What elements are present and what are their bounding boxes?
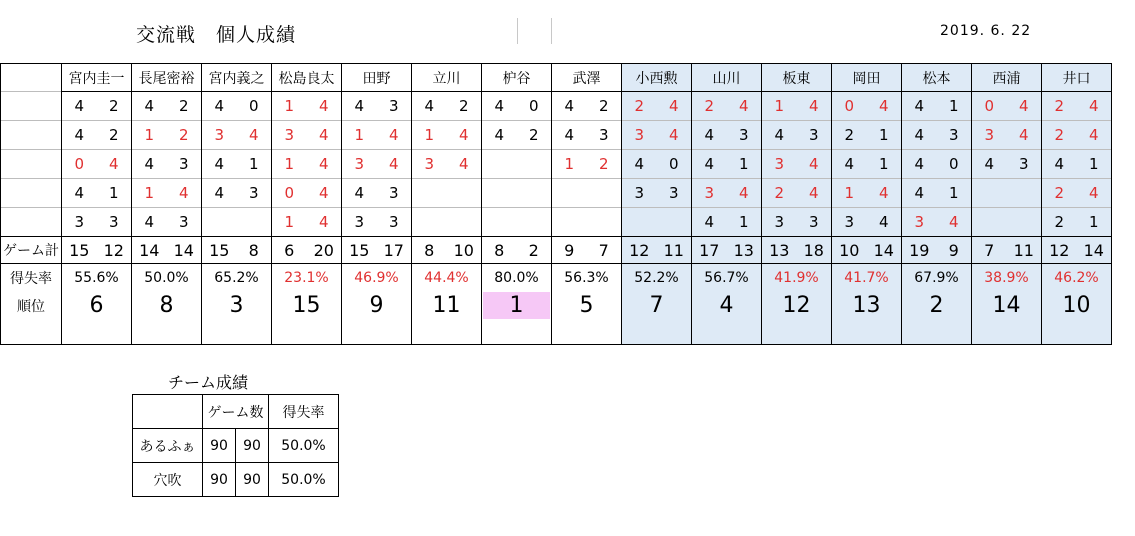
score-lost: 1: [727, 208, 762, 237]
score-won: 3: [202, 121, 237, 150]
total-lost: 20: [307, 237, 342, 264]
score-lost: 4: [1007, 121, 1042, 150]
score-won: [482, 208, 517, 237]
blank-cell: [762, 320, 832, 345]
score-lost: 4: [937, 208, 972, 237]
score-lost: [587, 179, 622, 208]
score-lost: 3: [797, 208, 832, 237]
score-lost: 3: [657, 179, 692, 208]
total-won: 8: [412, 237, 447, 264]
score-won: 4: [132, 208, 167, 237]
score-won: 3: [342, 150, 377, 179]
player-rank: [1042, 291, 1112, 320]
score-lost: 3: [377, 179, 412, 208]
score-lost: 0: [237, 92, 272, 121]
score-lost: 4: [797, 150, 832, 179]
game-score-row: [1, 150, 1112, 179]
player-name: 山川: [692, 64, 762, 92]
player-rank-value: 4: [719, 293, 734, 318]
score-won: [482, 150, 517, 179]
page-title: 交流戦 個人成績: [136, 24, 297, 46]
corner-cell: [1, 64, 62, 92]
total-lost: 9: [937, 237, 972, 264]
score-lost: [517, 208, 552, 237]
player-rank: [132, 291, 202, 320]
score-won: 0: [832, 92, 867, 121]
score-won: 4: [482, 121, 517, 150]
player-rank-value: 2: [929, 293, 944, 318]
rate-label: 得失率: [1, 264, 62, 292]
score-won: 4: [482, 92, 517, 121]
player-rank: [482, 291, 552, 320]
blank-cell: [62, 320, 132, 345]
player-name: 板東: [762, 64, 832, 92]
player-rank-value: 8: [159, 293, 174, 318]
team-name: あるふぁ: [133, 429, 203, 463]
player-rate: 67.9%: [902, 264, 972, 292]
score-lost: [1007, 208, 1042, 237]
score-lost: 4: [867, 179, 902, 208]
player-rate: 41.7%: [832, 264, 902, 292]
score-lost: 2: [97, 92, 132, 121]
row-label-empty: [1, 179, 62, 208]
score-lost: [447, 208, 482, 237]
player-rank: [62, 291, 132, 320]
score-lost: 4: [307, 121, 342, 150]
score-lost: 1: [237, 150, 272, 179]
score-won: 4: [202, 179, 237, 208]
score-lost: 4: [1077, 121, 1112, 150]
player-rank: [692, 291, 762, 320]
player-name: 武澤: [552, 64, 622, 92]
blank-cell: [132, 320, 202, 345]
score-won: 2: [692, 92, 727, 121]
score-won: 3: [832, 208, 867, 237]
player-name: 松島良太: [272, 64, 342, 92]
score-won: 1: [762, 92, 797, 121]
total-won: 7: [972, 237, 1007, 264]
score-won: 4: [202, 92, 237, 121]
total-won: 6: [272, 237, 307, 264]
score-won: 4: [1042, 150, 1077, 179]
score-lost: 4: [377, 150, 412, 179]
score-won: 3: [62, 208, 97, 237]
player-rank-value: 9: [369, 293, 384, 318]
score-won: 4: [62, 92, 97, 121]
score-won: 1: [272, 92, 307, 121]
score-won: 4: [342, 179, 377, 208]
score-lost: 2: [447, 92, 482, 121]
blank-cell: [692, 320, 762, 345]
row-label-empty: [1, 121, 62, 150]
score-won: 4: [342, 92, 377, 121]
player-rank: [622, 291, 692, 320]
row-label-empty: [1, 208, 62, 237]
player-rate: 52.2%: [622, 264, 692, 292]
score-won: [482, 179, 517, 208]
score-lost: 0: [937, 150, 972, 179]
player-rate: 38.9%: [972, 264, 1042, 292]
score-won: 4: [832, 150, 867, 179]
total-won: 8: [482, 237, 517, 264]
score-lost: 3: [1007, 150, 1042, 179]
total-lost: 11: [657, 237, 692, 264]
score-won: 2: [1042, 179, 1077, 208]
player-rate: 56.3%: [552, 264, 622, 292]
team-results-table: [132, 394, 339, 497]
player-rank: [342, 291, 412, 320]
team-rate: 50.0%: [269, 463, 339, 497]
score-lost: 4: [727, 92, 762, 121]
total-lost: 2: [517, 237, 552, 264]
blank-cell: [622, 320, 692, 345]
game-score-row: [1, 208, 1112, 237]
team-header-row: [133, 395, 339, 429]
score-lost: 1: [937, 179, 972, 208]
score-won: 4: [692, 208, 727, 237]
player-name: 小西勲: [622, 64, 692, 92]
score-won: 2: [1042, 121, 1077, 150]
blank-cell: [412, 320, 482, 345]
score-lost: 0: [657, 150, 692, 179]
total-lost: 17: [377, 237, 412, 264]
score-won: 2: [1042, 92, 1077, 121]
player-rank: [902, 291, 972, 320]
total-won: 17: [692, 237, 727, 264]
blank-cell: [902, 320, 972, 345]
blank-cell: [1, 320, 62, 345]
team-name: 穴吹: [133, 463, 203, 497]
total-won: 15: [202, 237, 237, 264]
player-rank: [552, 291, 622, 320]
score-won: 2: [832, 121, 867, 150]
score-won: 2: [1042, 208, 1077, 237]
game-total-row: [1, 237, 1112, 264]
player-rate: 65.2%: [202, 264, 272, 292]
score-lost: 0: [517, 92, 552, 121]
score-lost: 2: [587, 92, 622, 121]
player-rank-value: 14: [992, 293, 1021, 318]
score-won: [412, 179, 447, 208]
score-lost: 2: [167, 121, 202, 150]
score-won: 4: [552, 92, 587, 121]
player-rank-value: 7: [649, 293, 664, 318]
player-rank: [832, 291, 902, 320]
player-rank-value: 15: [292, 293, 321, 318]
total-won: 15: [342, 237, 377, 264]
header-divider: [551, 18, 552, 44]
player-rate: 55.6%: [62, 264, 132, 292]
total-lost: 10: [447, 237, 482, 264]
team-games-won: 90: [203, 463, 236, 497]
score-lost: 2: [167, 92, 202, 121]
player-rank-value: 11: [432, 293, 461, 318]
player-rate: 41.9%: [762, 264, 832, 292]
player-name: 宮内圭一: [62, 64, 132, 92]
total-won: 15: [62, 237, 97, 264]
score-won: 4: [762, 121, 797, 150]
score-won: 4: [692, 121, 727, 150]
score-lost: 1: [867, 121, 902, 150]
score-lost: 4: [1007, 92, 1042, 121]
total-won: 12: [1042, 237, 1077, 264]
player-rank: [762, 291, 832, 320]
score-lost: 4: [237, 121, 272, 150]
score-lost: 1: [1077, 208, 1112, 237]
score-won: 1: [342, 121, 377, 150]
score-lost: 4: [867, 92, 902, 121]
score-won: 4: [902, 92, 937, 121]
score-lost: 4: [377, 121, 412, 150]
score-won: [412, 208, 447, 237]
score-lost: 4: [1077, 92, 1112, 121]
score-lost: 4: [447, 121, 482, 150]
score-lost: 4: [307, 92, 342, 121]
player-rank: [272, 291, 342, 320]
header-divider: [517, 18, 518, 44]
player-rate: 50.0%: [132, 264, 202, 292]
player-rate: 44.4%: [412, 264, 482, 292]
score-won: 2: [762, 179, 797, 208]
score-won: [552, 208, 587, 237]
team-row: [133, 463, 339, 497]
date-label: 2019. 6. 22: [940, 23, 1032, 39]
team-games-won: 90: [203, 429, 236, 463]
score-won: 1: [272, 150, 307, 179]
player-rate: 46.2%: [1042, 264, 1112, 292]
score-lost: 4: [727, 179, 762, 208]
rank-row: [1, 291, 1112, 320]
total-lost: 14: [1077, 237, 1112, 264]
player-name: 立川: [412, 64, 482, 92]
score-won: 3: [622, 179, 657, 208]
rate-row: [1, 264, 1112, 292]
score-lost: 3: [237, 179, 272, 208]
score-lost: 3: [97, 208, 132, 237]
total-won: 14: [132, 237, 167, 264]
player-rank-value: 6: [89, 293, 104, 318]
score-lost: [517, 150, 552, 179]
score-lost: [447, 179, 482, 208]
score-lost: 4: [167, 179, 202, 208]
score-won: 0: [972, 92, 1007, 121]
score-won: 1: [412, 121, 447, 150]
total-won: 9: [552, 237, 587, 264]
player-name: 長尾密裕: [132, 64, 202, 92]
score-won: 4: [972, 150, 1007, 179]
individual-results-table: [0, 63, 1112, 345]
score-lost: 4: [657, 121, 692, 150]
score-won: [972, 208, 1007, 237]
team-games-lost: 90: [236, 429, 269, 463]
score-won: [552, 179, 587, 208]
score-won: 0: [272, 179, 307, 208]
total-won: 19: [902, 237, 937, 264]
game-score-row: [1, 92, 1112, 121]
player-rate: 23.1%: [272, 264, 342, 292]
score-lost: 3: [377, 208, 412, 237]
score-won: 3: [902, 208, 937, 237]
player-name: 岡田: [832, 64, 902, 92]
player-rank-value: 10: [1062, 293, 1091, 318]
score-lost: 1: [97, 179, 132, 208]
score-lost: 4: [657, 92, 692, 121]
score-lost: 3: [377, 92, 412, 121]
score-lost: 4: [307, 179, 342, 208]
score-won: 1: [832, 179, 867, 208]
player-rate: 46.9%: [342, 264, 412, 292]
total-lost: 8: [237, 237, 272, 264]
score-won: 3: [412, 150, 447, 179]
score-won: 4: [132, 150, 167, 179]
score-won: 0: [62, 150, 97, 179]
total-lost: 12: [97, 237, 132, 264]
player-rank-value: 12: [782, 293, 811, 318]
total-lost: 14: [167, 237, 202, 264]
player-rank-value: 1: [483, 292, 550, 319]
score-lost: [237, 208, 272, 237]
team-corner-cell: [133, 395, 203, 429]
total-lost: 13: [727, 237, 762, 264]
score-lost: 4: [307, 150, 342, 179]
score-won: 4: [62, 179, 97, 208]
team-games-header: ゲーム数: [203, 395, 269, 429]
score-won: 1: [132, 121, 167, 150]
score-won: 3: [622, 121, 657, 150]
score-lost: [657, 208, 692, 237]
player-rate: 80.0%: [482, 264, 552, 292]
total-won: 10: [832, 237, 867, 264]
score-won: 3: [272, 121, 307, 150]
score-won: 1: [132, 179, 167, 208]
player-rank: [412, 291, 482, 320]
score-lost: 1: [937, 92, 972, 121]
score-lost: 4: [797, 179, 832, 208]
blank-cell: [272, 320, 342, 345]
total-lost: 11: [1007, 237, 1042, 264]
score-won: [972, 179, 1007, 208]
blank-cell: [552, 320, 622, 345]
score-won: 4: [62, 121, 97, 150]
score-lost: [587, 208, 622, 237]
blank-cell: [342, 320, 412, 345]
player-name: 宮内義之: [202, 64, 272, 92]
player-name: 松本: [902, 64, 972, 92]
score-lost: 1: [867, 150, 902, 179]
score-won: 4: [552, 121, 587, 150]
total-lost: 14: [867, 237, 902, 264]
score-lost: 2: [517, 121, 552, 150]
score-lost: 4: [1077, 179, 1112, 208]
score-won: 4: [902, 121, 937, 150]
score-lost: 3: [797, 121, 832, 150]
team-rate: 50.0%: [269, 429, 339, 463]
score-lost: 4: [447, 150, 482, 179]
row-label-empty: [1, 150, 62, 179]
score-lost: 3: [727, 121, 762, 150]
score-won: 1: [552, 150, 587, 179]
score-won: 3: [762, 208, 797, 237]
team-row: [133, 429, 339, 463]
total-lost: 18: [797, 237, 832, 264]
player-name: 枦谷: [482, 64, 552, 92]
rank-label: 順位: [1, 291, 62, 320]
game-score-row: [1, 179, 1112, 208]
blank-cell: [202, 320, 272, 345]
player-rank-value: 13: [852, 293, 881, 318]
score-lost: 4: [797, 92, 832, 121]
team-results-title: チーム成績: [168, 373, 249, 392]
player-name: 西浦: [972, 64, 1042, 92]
blank-cell: [1042, 320, 1112, 345]
score-won: 4: [412, 92, 447, 121]
score-won: 4: [132, 92, 167, 121]
score-lost: 4: [307, 208, 342, 237]
score-lost: 1: [1077, 150, 1112, 179]
team-rate-header: 得失率: [269, 395, 339, 429]
player-name: 井口: [1042, 64, 1112, 92]
total-lost: 7: [587, 237, 622, 264]
team-games-lost: 90: [236, 463, 269, 497]
player-rank: [972, 291, 1042, 320]
player-rank-value: 5: [579, 293, 594, 318]
score-won: 4: [622, 150, 657, 179]
score-lost: 2: [587, 150, 622, 179]
blank-row: [1, 320, 1112, 345]
score-won: 1: [272, 208, 307, 237]
score-won: 3: [692, 179, 727, 208]
score-lost: 3: [587, 121, 622, 150]
score-won: [202, 208, 237, 237]
score-won: 4: [902, 150, 937, 179]
player-name-row: [1, 64, 1112, 92]
score-won: 4: [902, 179, 937, 208]
score-won: 3: [972, 121, 1007, 150]
total-won: 12: [622, 237, 657, 264]
player-rate: 56.7%: [692, 264, 762, 292]
score-won: 3: [762, 150, 797, 179]
blank-cell: [832, 320, 902, 345]
score-won: 3: [342, 208, 377, 237]
player-rank-value: 3: [229, 293, 244, 318]
blank-cell: [482, 320, 552, 345]
score-lost: 3: [167, 208, 202, 237]
score-lost: [1007, 179, 1042, 208]
score-lost: 3: [167, 150, 202, 179]
score-lost: 2: [97, 121, 132, 150]
score-lost: 4: [867, 208, 902, 237]
score-won: 4: [202, 150, 237, 179]
player-name: 田野: [342, 64, 412, 92]
game-total-label: ゲーム計: [1, 237, 62, 264]
score-lost: [517, 179, 552, 208]
row-label-empty: [1, 92, 62, 121]
blank-cell: [972, 320, 1042, 345]
score-won: 4: [692, 150, 727, 179]
score-lost: 3: [937, 121, 972, 150]
score-won: [622, 208, 657, 237]
score-won: 2: [622, 92, 657, 121]
score-lost: 4: [97, 150, 132, 179]
total-won: 13: [762, 237, 797, 264]
score-lost: 1: [727, 150, 762, 179]
player-rank: [202, 291, 272, 320]
game-score-row: [1, 121, 1112, 150]
